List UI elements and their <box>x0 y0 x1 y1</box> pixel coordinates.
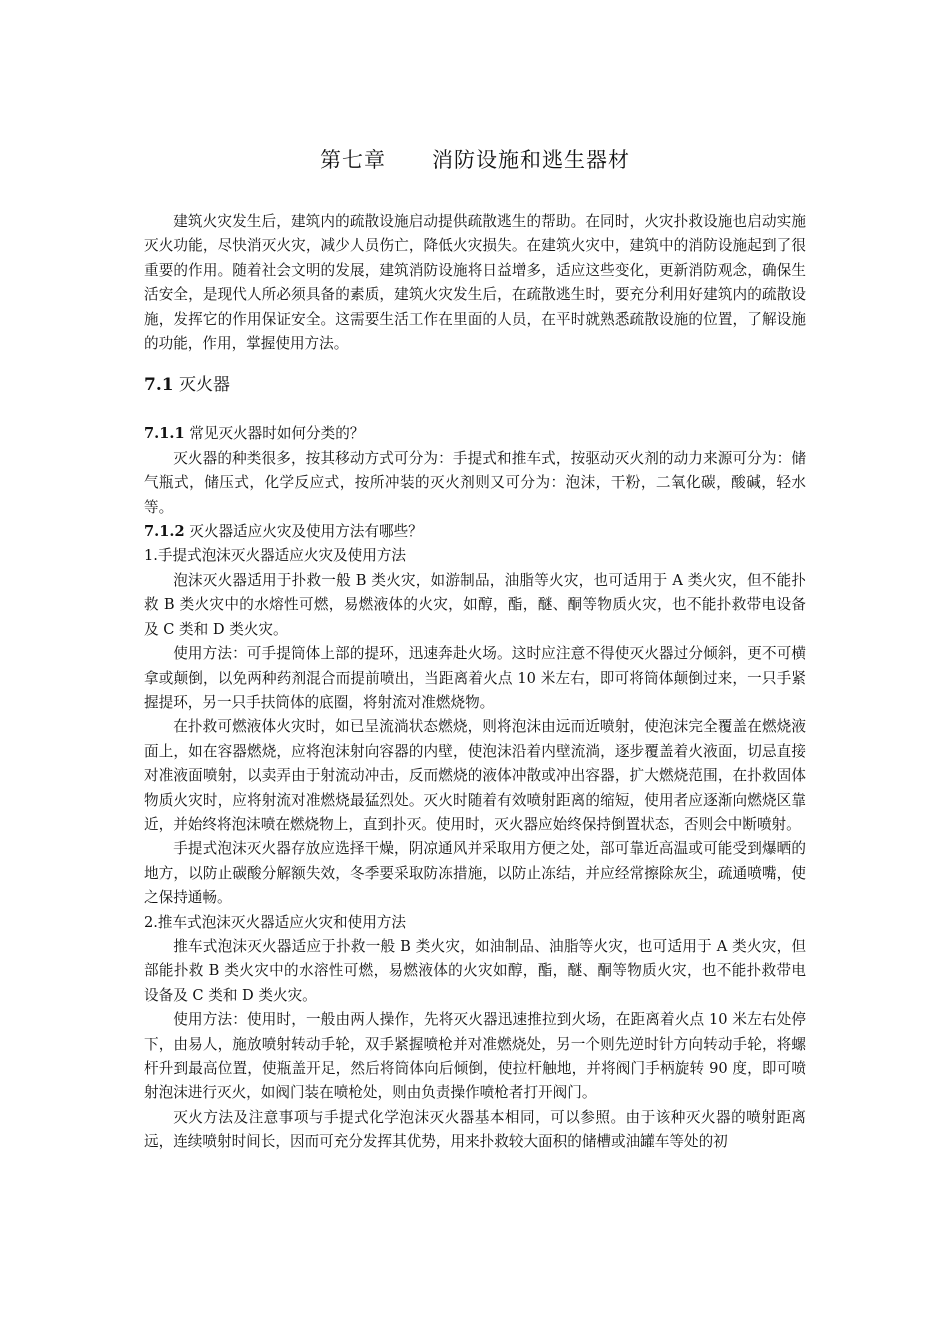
intro-paragraph: 建筑火灾发生后，建筑内的疏散设施启动提供疏散逃生的帮助。在同时，火灾扑救设施也启动实施灭火功能，尽快消灭火灾，减少人员伤亡，降低火灾损失。在建筑火灾中，建筑中的消防设施起到了很重要的作用。随着社会文明的发展，建筑消防设施将日益增多，适应这些变化，更新消防观念，确保生活安全，是现代人所必须具备的素质，建筑火灾发生后，在疏散逃生时，要充分利用好建筑内的疏散设施，发挥它的作用保证安全。这需要生活工作在里面的人员，在平时就熟悉疏散设施的位置，了解设施的功能，作用，掌握使用方法。 <box>144 213 806 353</box>
question-number: 7.1.2 <box>144 523 185 541</box>
section-title: 灭火器 <box>173 375 230 396</box>
section-heading <box>144 373 806 397</box>
item-heading-1: 1.手提式泡沫灭火器适应火灾及使用方法 <box>144 547 407 565</box>
question-heading-7-1-1 <box>144 422 806 446</box>
question-heading-7-1-2 <box>144 520 806 544</box>
section-number: 7.1 <box>144 375 174 396</box>
question-title: 灭火器适应火灾及使用方法有哪些？ <box>184 523 423 541</box>
paragraph: 灭火方法及注意事项与手提式化学泡沫灭火器基本相同，可以参照。由于该种灭火器的喷射距离远，连续喷射时间长，因而可充分发挥其优势，用来扑救较大面积的储槽或油罐车等处的初 <box>144 1108 806 1151</box>
paragraph: 在扑救可燃液体火灾时，如已呈流淌状态燃烧，则将泡沫由远而近喷射，使泡沫完全覆盖在燃烧液面上，如在容器燃烧，应将泡沫射向容器的内壁，使泡沫沿着内壁流淌，逐步覆盖着火液面，切忌直接对准液面喷射，以卖弄由于射流动冲击，反而燃烧的液体冲散或冲出容器，扩大燃烧范围，在扑救固体物质火灾时，应将射流对准燃烧最猛烈处。灭火时随着有效喷射距离的缩短，使用者应逐渐向燃烧区靠近，并始终将泡沫喷在燃烧物上，直到扑灭。使用时，灭火器应始终保持倒置状态，否则会中断喷射。 <box>144 718 806 833</box>
paragraph: 使用方法：使用时，一般由两人操作，先将灭火器迅速推拉到火场，在距离着火点 10 米左右处停下，由易人，施放喷射转动手轮，双手紧握喷枪并对准燃烧处，另一个则先逆时针方向转动手轮，将螺杆升到最高位置，使瓶盖开足，然后将筒体向后倾倒，使拉杆触地，并将阀门手柄旋转 90 度，即可喷射泡沫进行灭火，如阀门装在喷枪处，则由负责操作喷枪者打开阀门。 <box>144 1011 806 1102</box>
chapter-title: 第七章 消防设施和逃生器材 <box>319 148 631 172</box>
paragraph: 推车式泡沫灭火器适应于扑救一般 B 类火灾，如油制品、油脂等火灾，也可适用于 A 类火灾，但部能扑救 B 类火灾中的水溶性可燃，易燃液体的火灾如醇，酯，醚、酮等物质火灾，也不能扑救带电设备及 C 类和 D 类火灾。 <box>144 937 806 1004</box>
paragraph: 使用方法：可手提筒体上部的提环，迅速奔赴火场。这时应注意不得使灭火器过分倾斜，更不可横拿或颠倒，以免两种药剂混合而提前喷出，当距离着火点 10 米左右，即可将筒体颠倒过来，一只手紧握提环，另一只手扶筒体的底圈，将射流对准燃烧物。 <box>144 645 806 711</box>
paragraph: 手提式泡沫灭火器存放应选择干燥，阴凉通风并采取用方便之处，部可靠近高温或可能受到爆晒的地方，以防止碳酸分解额失效，冬季要采取防冻措施，以防止冻结，并应经常擦除灰尘，疏通喷嘴，使之保持通畅。 <box>144 840 806 907</box>
question-number: 7.1.1 <box>144 425 185 443</box>
document-body <box>144 210 806 1155</box>
paragraph: 泡沫灭火器适用于扑救一般 B 类火灾，如游制品，油脂等火灾，也可适用于 A 类火灾，但不能扑救 B 类火灾中的水熔性可燃，易燃液体的火灾，如醇，酯，醚、酮等物质火灾，也不能扑救带电设备及 C 类和 D 类火灾。 <box>144 571 806 638</box>
question-title: 常见灭火器时如何分类的？ <box>184 425 365 443</box>
item-heading-2: 2.推车式泡沫灭火器适应火灾和使用方法 <box>144 913 407 931</box>
paragraph-classification: 灭火器的种类很多，按其移动方式可分为：手提式和推车式，按驱动灭火剂的动力来源可分为：储气瓶式，储压式，化学反应式，按所冲装的灭火剂则又可分为：泡沫，干粉，二氧化碳，酸碱，轻水等。 <box>144 449 806 516</box>
